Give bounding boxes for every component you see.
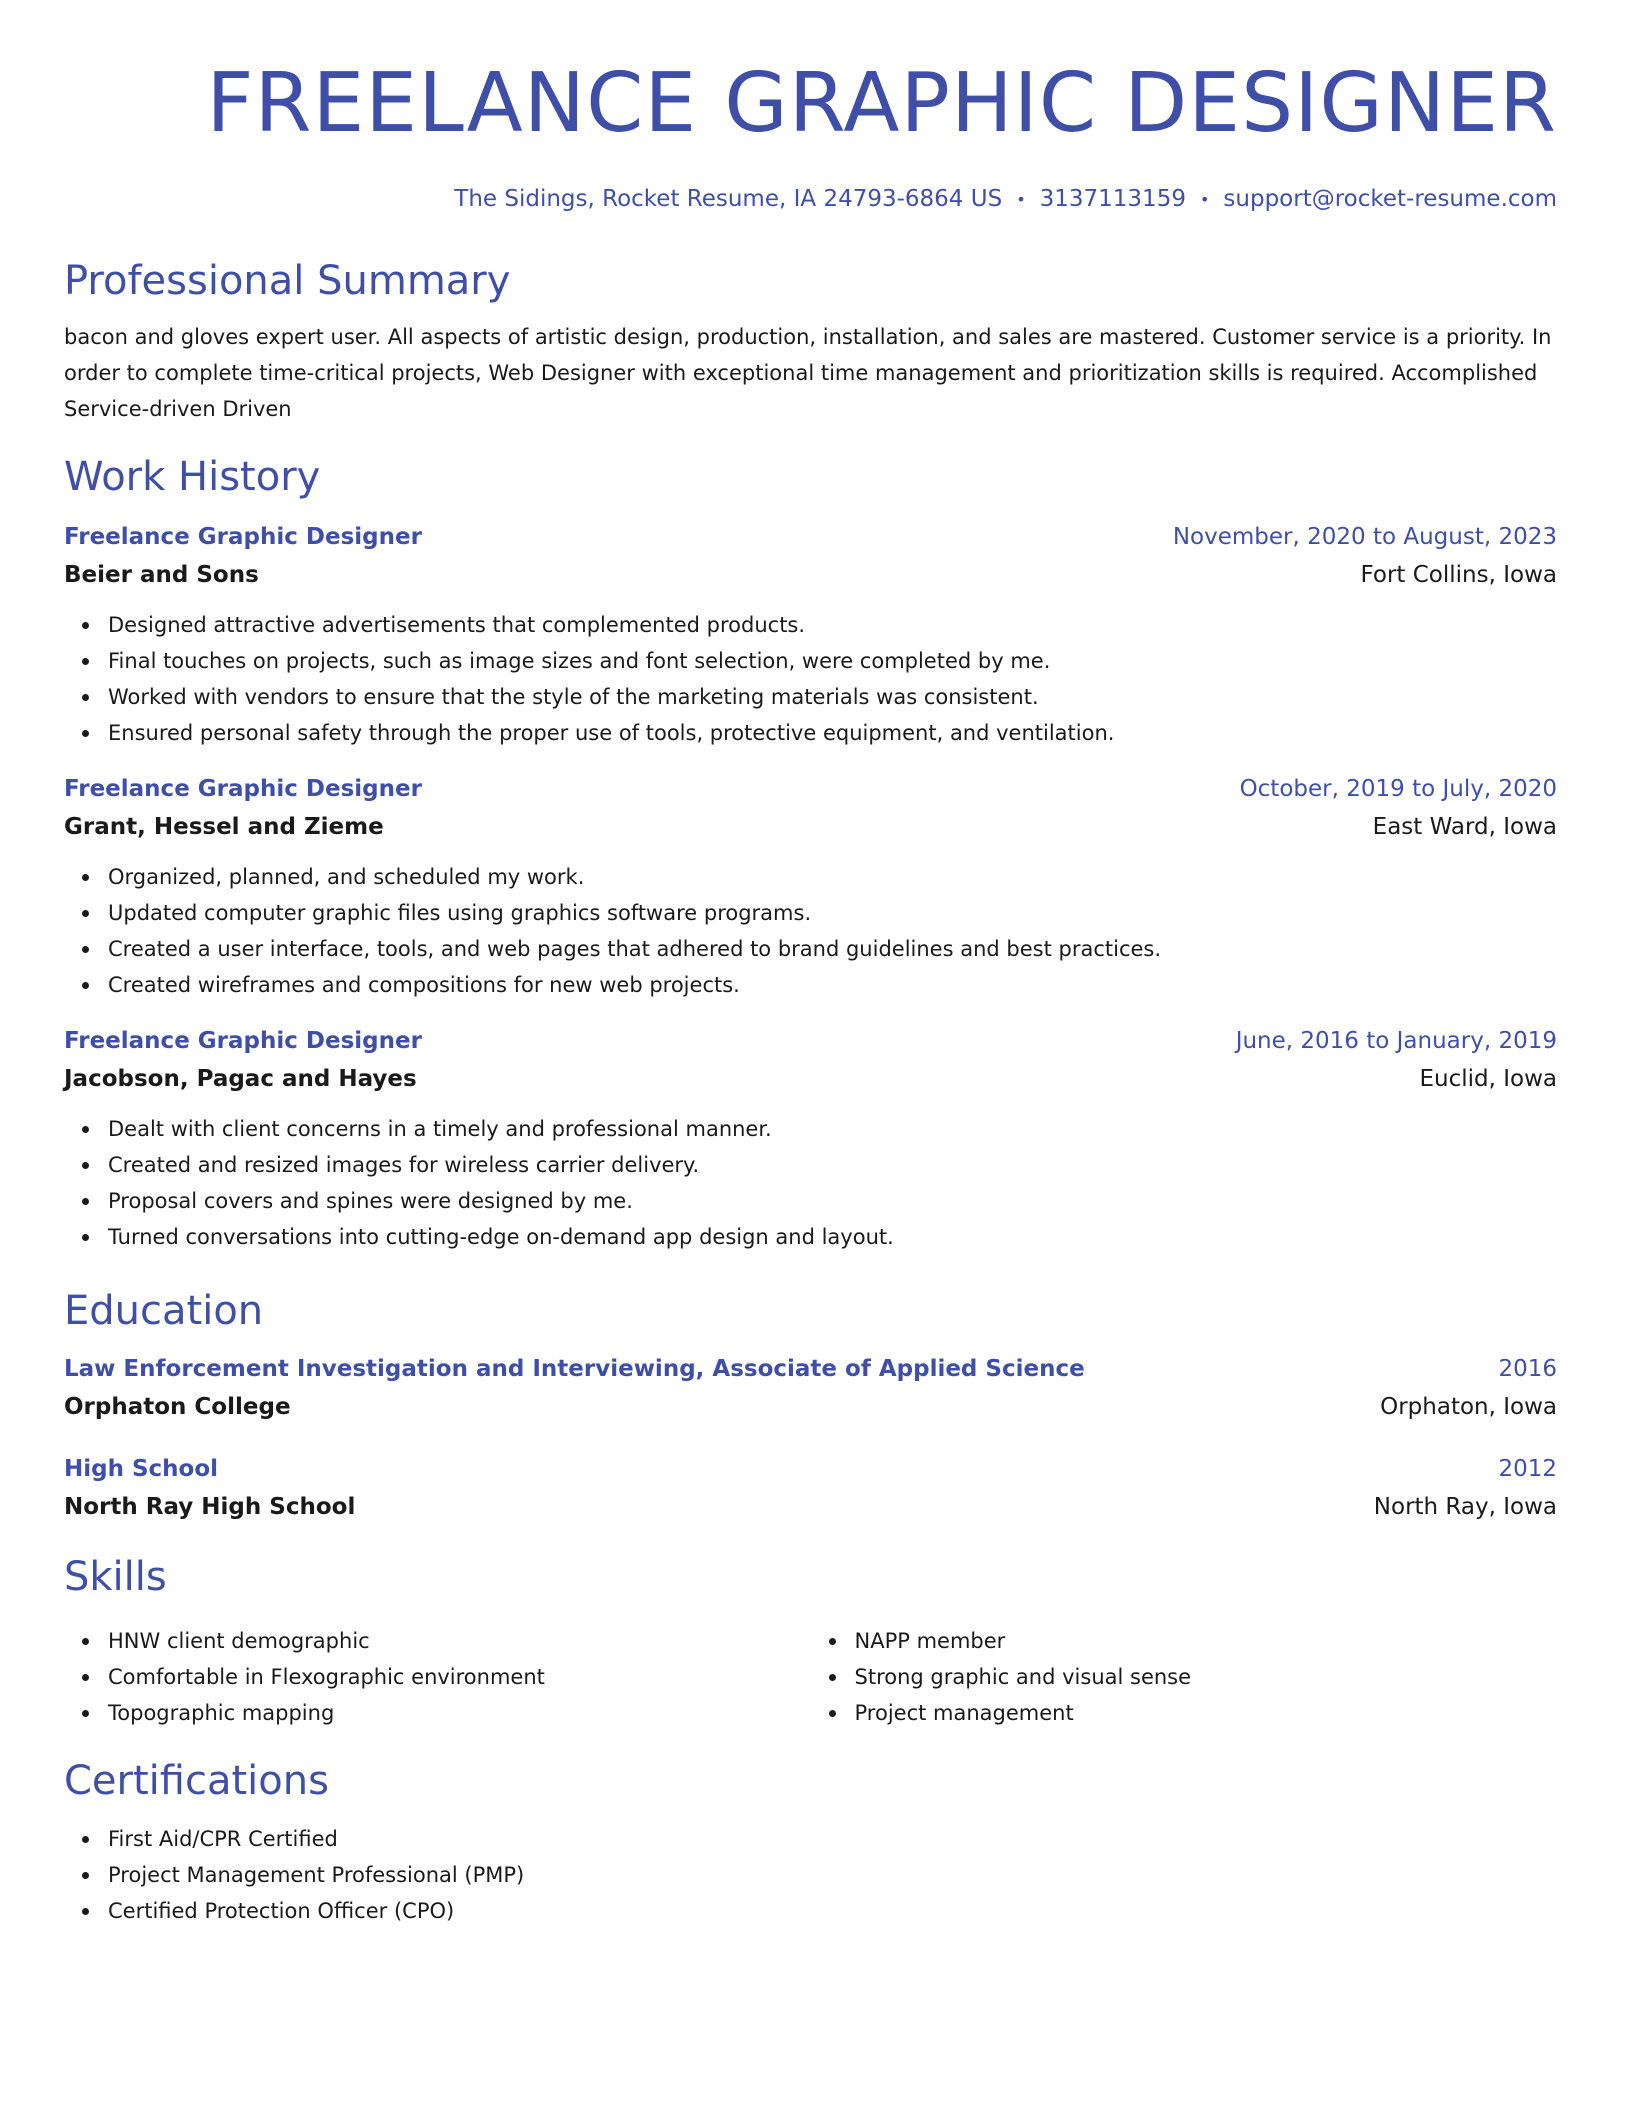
- skill-item: HNW client demographic: [108, 1623, 811, 1659]
- job-bullets: [64, 607, 1557, 751]
- skills-list-left: [64, 1623, 811, 1731]
- job-bullet: Worked with vendors to ensure that the style of the marketing materials was consistent.: [108, 679, 1557, 715]
- job-bullet: Proposal covers and spines were designed by me.: [108, 1183, 1557, 1219]
- education-year: 2012: [1498, 1455, 1557, 1482]
- education-school: Orphaton College: [64, 1393, 291, 1420]
- certification-item: First Aid/CPR Certified: [108, 1821, 1557, 1857]
- education-school: North Ray High School: [64, 1493, 356, 1520]
- job-location: East Ward, Iowa: [1372, 813, 1557, 840]
- job-company: Jacobson, Pagac and Hayes: [64, 1065, 417, 1092]
- education-degree: Law Enforcement Investigation and Interviewing, Associate of Applied Science: [64, 1355, 1085, 1382]
- contact-address: The Sidings, Rocket Resume, IA 24793-6864 US: [454, 186, 1003, 212]
- contact-email: support@rocket-resume.com: [1223, 186, 1557, 212]
- skills-list-right: [811, 1623, 1558, 1731]
- job-company: Grant, Hessel and Zieme: [64, 813, 384, 840]
- job-entry: [64, 521, 1557, 751]
- skill-item: Topographic mapping: [108, 1695, 811, 1731]
- education-section-title: Education: [64, 1287, 264, 1334]
- job-dates: June, 2016 to January, 2019: [1235, 1027, 1557, 1054]
- job-bullet: Dealt with client concerns in a timely and professional manner.: [108, 1111, 1557, 1147]
- job-bullet: Designed attractive advertisements that complemented products.: [108, 607, 1557, 643]
- certification-item: Project Management Professional (PMP): [108, 1857, 1557, 1893]
- job-dates: October, 2019 to July, 2020: [1239, 775, 1557, 802]
- job-bullet: Updated computer graphic files using graphics software programs.: [108, 895, 1557, 931]
- education-year: 2016: [1498, 1355, 1557, 1382]
- job-title: Freelance Graphic Designer: [64, 1027, 422, 1054]
- job-bullet: Ensured personal safety through the proper use of tools, protective equipment, and ventilation.: [108, 715, 1557, 751]
- education-location: Orphaton, Iowa: [1380, 1393, 1557, 1420]
- contact-separator: •: [1199, 189, 1210, 209]
- job-location: Fort Collins, Iowa: [1360, 561, 1557, 588]
- skill-item: Comfortable in Flexographic environment: [108, 1659, 811, 1695]
- resume-name-heading: FREELANCE GRAPHIC DESIGNER: [206, 56, 1557, 151]
- job-title: Freelance Graphic Designer: [64, 775, 422, 802]
- education-location: North Ray, Iowa: [1373, 1493, 1557, 1520]
- job-bullet: Created and resized images for wireless carrier delivery.: [108, 1147, 1557, 1183]
- job-bullets: [64, 859, 1557, 1003]
- skills-columns: [64, 1601, 1557, 1731]
- job-company: Beier and Sons: [64, 561, 259, 588]
- job-location: Euclid, Iowa: [1419, 1065, 1557, 1092]
- job-bullets: [64, 1111, 1557, 1255]
- certifications-section-title: Certifications: [64, 1757, 329, 1804]
- summary-text: bacon and gloves expert user. All aspects of artistic design, production, installation, and sales are mastered. Customer service is a priority. In order to complete time-critical projects, Web Designer with exceptional time management and prioritization skills is required. Accomplished Service-driven Driven: [64, 324, 1552, 421]
- skill-item: NAPP member: [855, 1623, 1558, 1659]
- job-bullet: Created wireframes and compositions for new web projects.: [108, 967, 1557, 1003]
- summary-section-title: Professional Summary: [64, 257, 511, 304]
- contact-separator: •: [1016, 189, 1026, 209]
- job-bullet: Organized, planned, and scheduled my work.: [108, 859, 1557, 895]
- education-entry: [64, 1453, 1557, 1523]
- education-degree: High School: [64, 1455, 219, 1482]
- job-entry: [64, 773, 1557, 1003]
- work-history-section-title: Work History: [64, 453, 321, 500]
- job-bullet: Turned conversations into cutting-edge on-demand app design and layout.: [108, 1219, 1557, 1255]
- education-entry: [64, 1353, 1557, 1423]
- certification-item: Certified Protection Officer (CPO): [108, 1893, 1557, 1929]
- contact-phone: 3137113159: [1039, 186, 1186, 212]
- skills-section-title: Skills: [64, 1553, 167, 1600]
- job-dates: November, 2020 to August, 2023: [1172, 523, 1557, 550]
- job-bullet: Final touches on projects, such as image sizes and font selection, were completed by me.: [108, 643, 1557, 679]
- skill-item: Strong graphic and visual sense: [855, 1659, 1558, 1695]
- skill-item: Project management: [855, 1695, 1558, 1731]
- certifications-list: [64, 1821, 1557, 1929]
- contact-line: [64, 184, 1557, 215]
- job-title: Freelance Graphic Designer: [64, 523, 422, 550]
- job-bullet: Created a user interface, tools, and web pages that adhered to brand guidelines and best practices.: [108, 931, 1557, 967]
- job-entry: [64, 1025, 1557, 1255]
